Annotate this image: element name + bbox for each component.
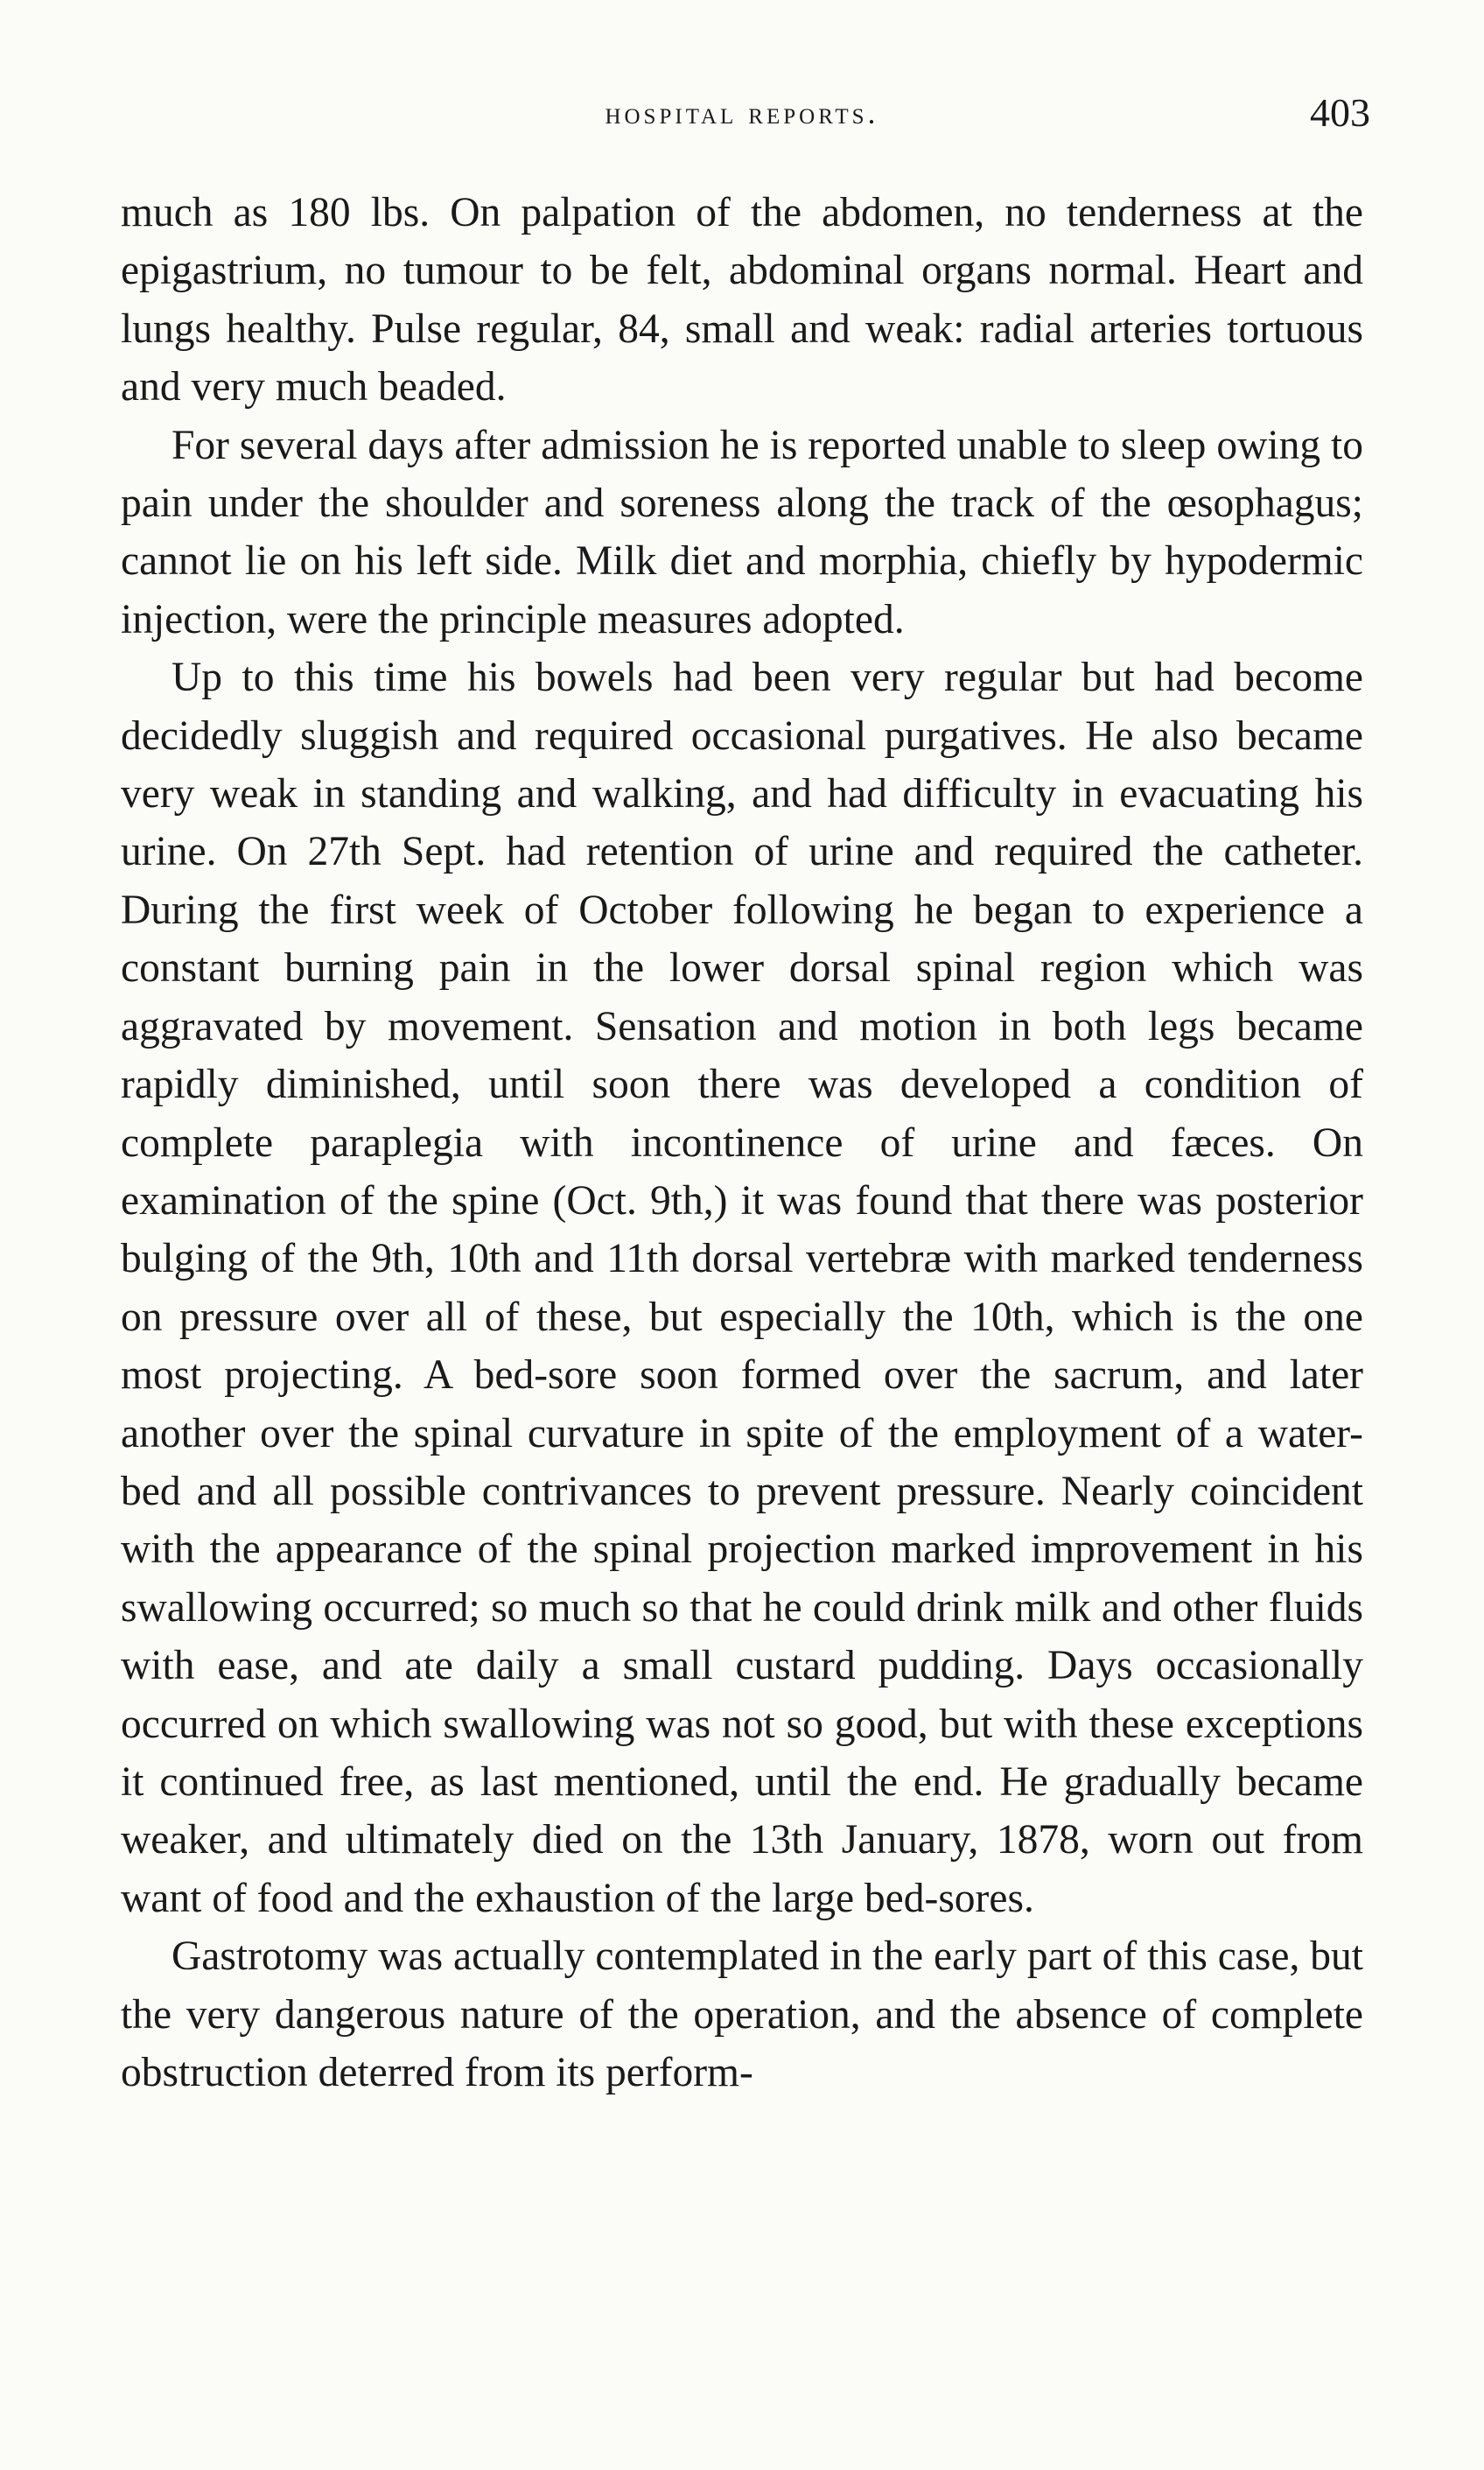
paragraph-paraplegia-course: Up to this time his bowels had been very regular but had become decidedly sluggish and required occasional purgatives. He also became very weak in standing and walking, and had difficulty in evacuating his urine. On 27th Sept. had retention of urine and required the catheter. During the first week of October following he began to experience a constant burning pain in the lower dorsal spinal region which was aggravated by movement. Sensation and motion in both legs became rapidly diminished, until soon there was developed a condition of complete paraplegia with incontinence of urine and fæces. On examination of the spine (Oct. 9th,) it was found that there was posterior bulging of the 9th, 10th and 11th dorsal vertebræ with marked tenderness on pressure over all of these, but especially the 10th, which is the one most projecting. A bed-sore soon formed over the sacrum, and later another over the spinal curvature in spite of the employment of a water-bed and all possible contrivances to prevent pressure. Nearly coincident with the appearance of the spinal projection marked improvement in his swallowing occurred; so much so that he could drink milk and other fluids with ease, and ate daily a small custard pudding. Days occasionally occurred on which swallowing was not so good, but with these exceptions it continued free, as last mentioned, until the end. He gradually became weaker, and ultimately died on the 13th January, 1878, worn out from want of food and the exhaustion of the large bed-sores. [121,655,1363,1921]
paragraph-sleep-and-diet: For several days after admission he is reported unable to sleep owing to pain under the shoulder and soreness along the track of the œsophagus; cannot lie on his left side. Milk diet and morphia, chiefly by hypodermic injection, were the principle measures adopted. [121,422,1363,642]
running-title: hospital reports. [605,95,879,130]
body-text [121,184,1363,2102]
paragraph-gastrotomy: Gastrotomy was actually contemplated in the early part of this case, but the very dangerous nature of the operation, and the absence of complete obstruction deterred from its perform- [121,1933,1363,2095]
running-header [0,90,1484,147]
page-number: 403 [1310,90,1370,135]
paragraph-continuation: much as 180 lbs. On palpation of the abdomen, no tenderness at the epigastrium, no tumour to be felt, abdominal organs normal. Heart and lungs healthy. Pulse regular, 84, small and weak: radial arteries tortuous and very much beaded. [121,190,1363,410]
